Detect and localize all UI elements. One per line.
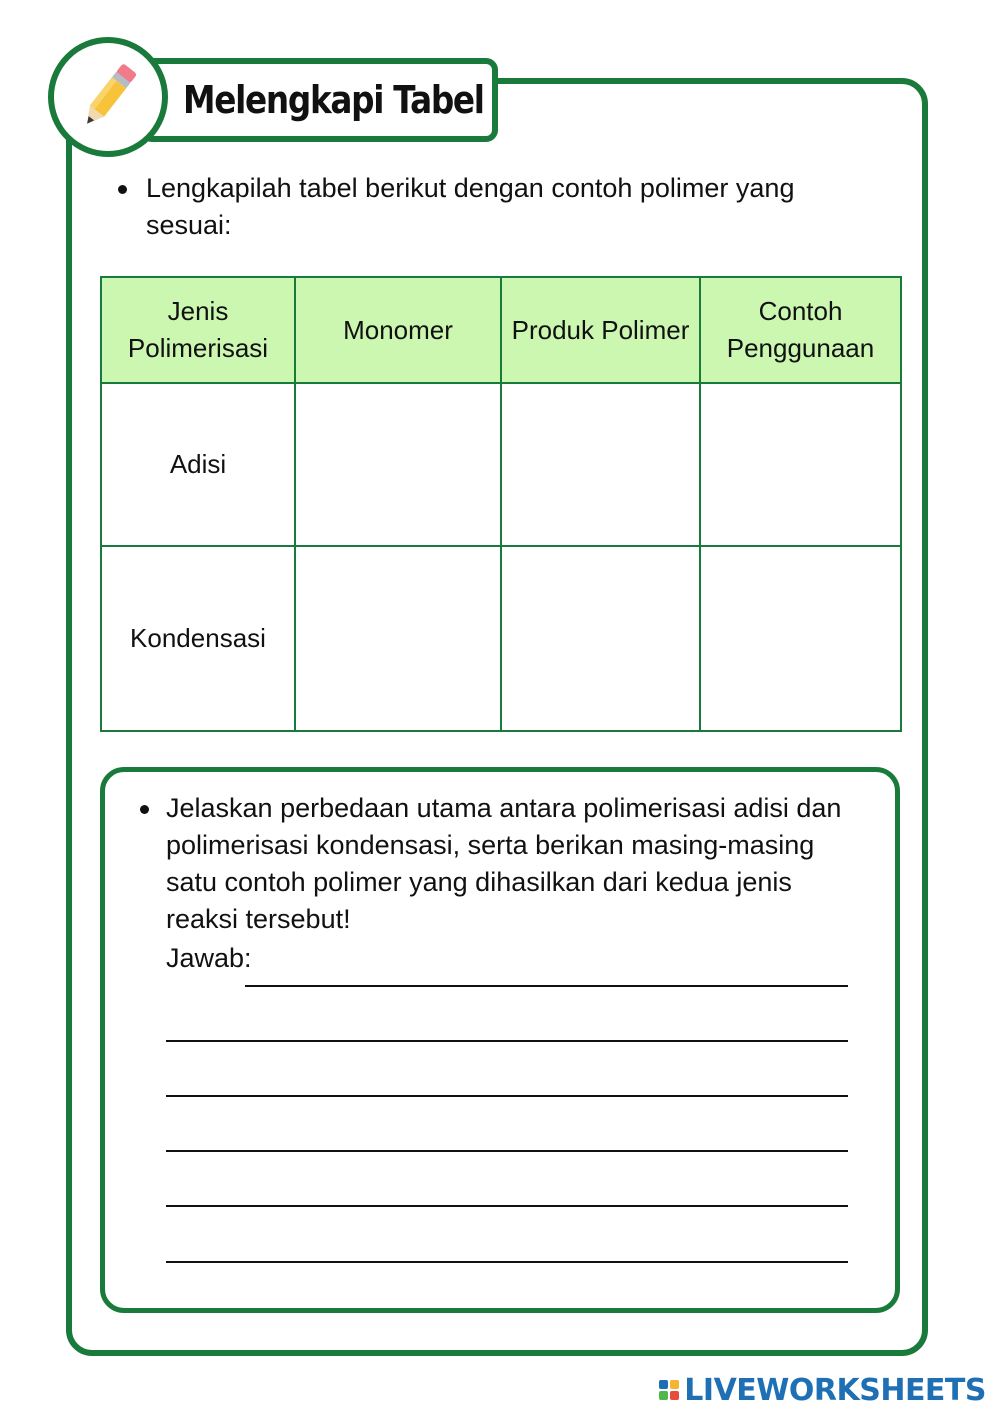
answer-label: Jawab: (166, 943, 252, 973)
header-contoh-penggunaan: Contoh Penggunaan (700, 277, 901, 383)
kondensasi-monomer-cell[interactable] (295, 546, 501, 731)
pencil-badge (48, 37, 168, 157)
adisi-penggunaan-cell[interactable] (700, 383, 901, 546)
adisi-monomer-cell[interactable] (295, 383, 501, 546)
instruction-text: Lengkapilah tabel berikut dengan contoh polimer yang sesuai: (146, 173, 795, 240)
question-bullet (140, 805, 149, 814)
answer-line-6[interactable] (166, 1261, 848, 1263)
table-row (101, 546, 901, 731)
pencil-icon (68, 57, 148, 137)
kondensasi-penggunaan-cell[interactable] (700, 546, 901, 731)
polymer-table (100, 276, 902, 732)
answer-line-5[interactable] (166, 1205, 848, 1207)
answer-line-1[interactable] (245, 985, 848, 987)
header-produk-polimer: Produk Polimer (501, 277, 700, 383)
footer-brand-text: LIVEWORKSHEETS (684, 1372, 986, 1408)
row-label-kondensasi: Kondensasi (101, 546, 295, 731)
answer-line-2[interactable] (166, 1040, 848, 1042)
instruction-bullet (118, 185, 127, 194)
table-header-row (101, 277, 901, 383)
answer-line-4[interactable] (166, 1150, 848, 1152)
page-title: Melengkapi Tabel (183, 78, 484, 122)
header-jenis-polimerisasi: Jenis Polimerisasi (101, 277, 295, 383)
liveworksheets-logo-icon (659, 1380, 679, 1400)
kondensasi-produk-cell[interactable] (501, 546, 700, 731)
table-row (101, 383, 901, 546)
row-label-adisi: Adisi (101, 383, 295, 546)
question-text: Jelaskan perbedaan utama antara polimerisasi adisi dan polimerisasi kondensasi, serta berikan masing-masing satu contoh polimer yang dihasilkan dari kedua jenis reaksi tersebut! (166, 793, 842, 934)
footer-brand[interactable] (659, 1372, 986, 1408)
header-monomer: Monomer (295, 277, 501, 383)
adisi-produk-cell[interactable] (501, 383, 700, 546)
answer-line-3[interactable] (166, 1095, 848, 1097)
